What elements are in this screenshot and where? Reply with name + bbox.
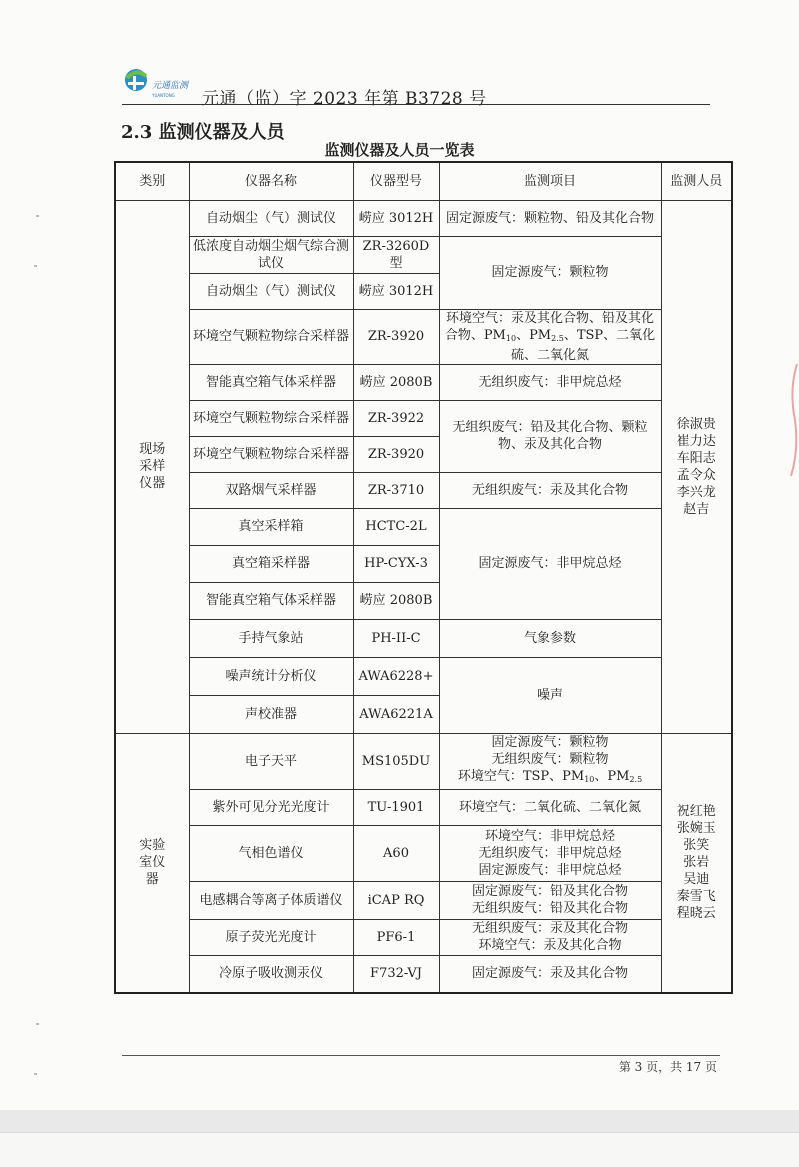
personnel-name: 张岩 [683, 855, 710, 871]
instrument-model: 崂应 3012H [353, 200, 439, 236]
table-row [115, 733, 732, 789]
instrument-table [114, 161, 733, 994]
section-title: 2.3 监测仪器及人员 [121, 122, 285, 143]
scan-speck [34, 1073, 37, 1075]
personnel-name: 赵吉 [683, 501, 710, 517]
stamp-edge-mark [787, 360, 799, 480]
instrument-model: ZR-3922 [353, 400, 439, 436]
monitoring-item: 固定源废气：颗粒物、铅及其化合物 [439, 200, 661, 236]
instrument-name: 双路烟气采样器 [189, 472, 353, 508]
personnel-name: 徐淑贵 [676, 416, 716, 432]
monitoring-item: 固定源废气：颗粒物 [439, 236, 661, 309]
instrument-name: 智能真空箱气体采样器 [189, 582, 353, 619]
instrument-model: TU-1901 [353, 789, 439, 825]
instrument-model: ZR-3920 [353, 309, 439, 364]
instrument-model: ZR-3710 [353, 472, 439, 508]
instrument-name: 原子荧光光度计 [189, 919, 353, 955]
scan-speck [36, 215, 39, 217]
table-row [115, 619, 732, 657]
column-header: 监测项目 [439, 162, 661, 200]
svg-text:元通监测: 元通监测 [152, 81, 189, 91]
monitoring-item: 无组织废气：铅及其化合物、颗粒物、汞及其化合物 [439, 400, 661, 472]
category-cell: 实验室仪器 [115, 733, 189, 993]
personnel-cell [661, 733, 732, 993]
monitoring-item: 固定源废气：颗粒物 无组织废气：颗粒物 环境空气：TSP、$PM_{10}$、$PM_{2.5}$ [439, 733, 661, 789]
monitoring-item: 环境空气：非甲烷总烃 无组织废气：非甲烷总烃 固定源废气：非甲烷总烃 [439, 825, 661, 881]
category-cell: 现场采样仪器 [115, 200, 189, 733]
table-row [115, 789, 732, 825]
footer-divider [122, 1055, 720, 1056]
table-row [115, 881, 732, 919]
scan-speck [34, 265, 37, 267]
instrument-model: MS105DU [353, 733, 439, 789]
instrument-name: 真空采样箱 [189, 508, 353, 545]
personnel-name: 孟令众 [676, 467, 716, 483]
instrument-name: 低浓度自动烟尘烟气综合测试仪 [189, 236, 353, 273]
instrument-model: 崂应 2080B [353, 582, 439, 619]
instrument-model: 崂应 2080B [353, 364, 439, 400]
instrument-name: 真空箱采样器 [189, 545, 353, 582]
personnel-name: 张婉玉 [676, 821, 716, 837]
monitoring-item: 无组织废气：汞及其化合物 环境空气：汞及其化合物 [439, 919, 661, 955]
personnel-name: 张笑 [683, 838, 710, 854]
table-row [115, 200, 732, 236]
monitoring-item: 无组织废气：汞及其化合物 [439, 472, 661, 508]
table-row [115, 508, 732, 545]
monitoring-item: 固定源废气：非甲烷总烃 [439, 508, 661, 619]
monitoring-item: 环境空气：汞及其化合物、铅及其化合物、$PM_{10}$、$PM_{2.5}$、TSP、二氧化硫、二氧化氮 [439, 309, 661, 364]
personnel-name: 崔力达 [676, 433, 716, 449]
personnel-name: 吴迪 [683, 872, 710, 888]
header-divider [122, 104, 710, 105]
instrument-name: 手持气象站 [189, 619, 353, 657]
monitoring-item: 环境空气：二氧化硫、二氧化氮 [439, 789, 661, 825]
personnel-name: 程晓云 [676, 906, 716, 922]
instrument-name: 冷原子吸收测汞仪 [189, 955, 353, 993]
page-number: 第 3 页，共 17 页 [618, 1060, 717, 1074]
monitoring-item: 无组织废气：非甲烷总烃 [439, 364, 661, 400]
monitoring-item: 噪声 [439, 657, 661, 733]
instrument-name: 噪声统计分析仪 [189, 657, 353, 695]
instrument-model: 崂应 3012H [353, 273, 439, 309]
table-row [115, 400, 732, 436]
monitoring-item: 固定源废气：铅及其化合物 无组织废气：铅及其化合物 [439, 881, 661, 919]
instrument-model: F732-VJ [353, 955, 439, 993]
table-row [115, 472, 732, 508]
company-logo [122, 66, 200, 102]
column-header: 仪器名称 [189, 162, 353, 200]
monitoring-item: 固定源废气：汞及其化合物 [439, 955, 661, 993]
table-row [115, 236, 732, 273]
document-number: 元通（监）字 2023 年第 B3728 号 [202, 89, 487, 109]
personnel-name: 车阳志 [676, 450, 716, 466]
table-header-row [115, 162, 732, 200]
instrument-name: 紫外可见分光光度计 [189, 789, 353, 825]
instrument-model: A60 [353, 825, 439, 881]
column-header: 仪器型号 [353, 162, 439, 200]
instrument-name: 环境空气颗粒物综合采样器 [189, 436, 353, 472]
table-row [115, 919, 732, 955]
instrument-model: iCAP RQ [353, 881, 439, 919]
instrument-name: 环境空气颗粒物综合采样器 [189, 400, 353, 436]
next-page-edge [0, 1132, 799, 1167]
instrument-model: PH-II-C [353, 619, 439, 657]
scan-speck [36, 1023, 39, 1025]
personnel-cell [661, 200, 732, 733]
instrument-model: ZR-3260D 型 [353, 236, 439, 273]
instrument-model: HP-CYX-3 [353, 545, 439, 582]
table-row [115, 309, 732, 364]
column-header: 监测人员 [661, 162, 732, 200]
instrument-name: 自动烟尘（气）测试仪 [189, 273, 353, 309]
instrument-name: 电子天平 [189, 733, 353, 789]
instrument-model: ZR-3920 [353, 436, 439, 472]
instrument-model: HCTC-2L [353, 508, 439, 545]
monitoring-item: 气象参数 [439, 619, 661, 657]
instrument-name: 声校准器 [189, 695, 353, 733]
page-header [122, 64, 710, 109]
table-row [115, 364, 732, 400]
instrument-model: AWA6221A [353, 695, 439, 733]
table-title: 监测仪器及人员一览表 [324, 141, 475, 159]
instrument-name: 环境空气颗粒物综合采样器 [189, 309, 353, 364]
instrument-model: AWA6228+ [353, 657, 439, 695]
personnel-name: 秦雪飞 [676, 889, 716, 905]
table-row [115, 955, 732, 993]
instrument-model: PF6-1 [353, 919, 439, 955]
instrument-name: 智能真空箱气体采样器 [189, 364, 353, 400]
column-header: 类别 [115, 162, 189, 200]
instrument-name: 电感耦合等离子体质谱仪 [189, 881, 353, 919]
table-row [115, 825, 732, 881]
svg-text:YUANTONG: YUANTONG [152, 93, 175, 98]
table-row [115, 657, 732, 695]
personnel-name: 祝红艳 [676, 804, 716, 820]
instrument-name: 气相色谱仪 [189, 825, 353, 881]
instrument-name: 自动烟尘（气）测试仪 [189, 200, 353, 236]
personnel-name: 李兴龙 [676, 484, 716, 500]
